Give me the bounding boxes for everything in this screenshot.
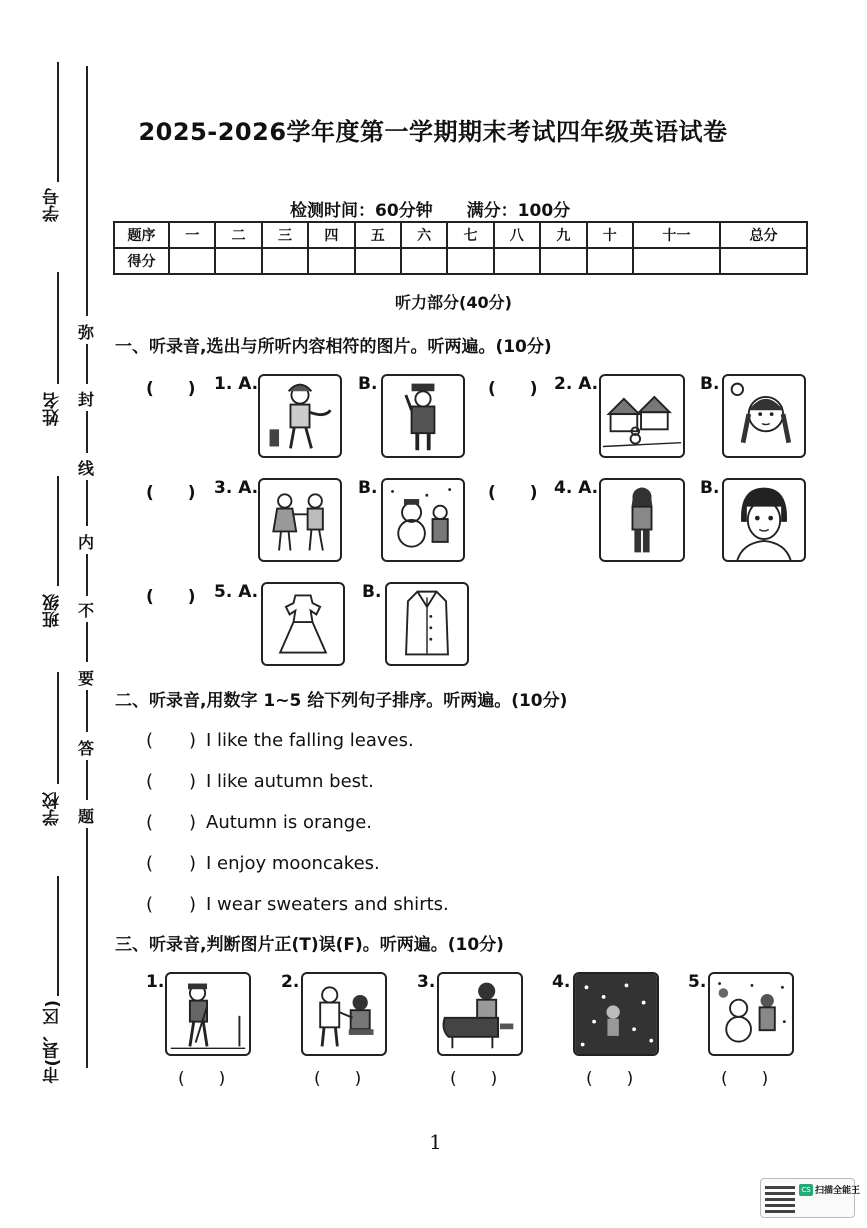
q1-number: 1. A. <box>214 374 259 394</box>
seal-line <box>86 760 88 800</box>
q3-answer-paren[interactable]: ( ) <box>146 483 196 503</box>
score-cell[interactable] <box>355 248 401 274</box>
column-header: 四 <box>308 222 354 248</box>
sentence-text: Autumn is orange. <box>206 812 373 833</box>
school-label: 学校 <box>43 792 63 826</box>
seal-line <box>86 622 88 662</box>
seal-char: 内 <box>78 533 95 552</box>
q2-answer-paren[interactable]: ( ) <box>488 379 538 399</box>
sentence-row <box>146 726 414 752</box>
tf-number: 1. <box>146 972 165 992</box>
column-header: 三 <box>262 222 308 248</box>
police-officer-icon[interactable] <box>381 374 465 458</box>
column-header: 十一 <box>633 222 720 248</box>
column-header: 总分 <box>720 222 807 248</box>
order-answer-paren[interactable]: ( ) <box>146 853 197 874</box>
order-answer-paren[interactable]: ( ) <box>146 894 197 915</box>
girl-portrait-icon[interactable] <box>722 478 806 562</box>
scanner-app-name: 扫描全能王 <box>815 1186 861 1196</box>
q2-number: 2. A. <box>554 374 599 394</box>
q1-answer-paren[interactable]: ( ) <box>146 379 196 399</box>
snowy-forest-icon[interactable] <box>573 972 659 1056</box>
score-cell[interactable] <box>262 248 308 274</box>
sentence-row <box>146 808 372 834</box>
snowman-kid-icon[interactable] <box>381 478 465 562</box>
hot-girl-sun-icon[interactable] <box>722 374 806 458</box>
order-answer-paren[interactable]: ( ) <box>146 812 197 833</box>
q4-answer-paren[interactable]: ( ) <box>488 483 538 503</box>
score-cell[interactable] <box>494 248 540 274</box>
sentence-text: I enjoy mooncakes. <box>206 853 380 874</box>
section2-title: 二、听录音,用数字 1~5 给下列句子排序。听两遍。(10分) <box>115 691 568 711</box>
score-cell[interactable] <box>215 248 261 274</box>
class-label: 班级 <box>43 594 63 628</box>
sentence-text: I wear sweaters and shirts. <box>206 894 449 915</box>
field-line <box>57 876 59 996</box>
option-b-label: B. <box>362 582 382 602</box>
coat-icon[interactable] <box>385 582 469 666</box>
tf-answer-paren[interactable]: ( ) <box>721 1069 769 1089</box>
girl-standing-icon[interactable] <box>599 478 685 562</box>
order-answer-paren[interactable]: ( ) <box>146 730 197 751</box>
student-id-label: 学号 <box>43 188 63 222</box>
seal-char: 封 <box>78 390 95 409</box>
seal-char: 答 <box>78 739 95 758</box>
field-line <box>57 476 59 586</box>
sentence-row <box>146 849 380 875</box>
score-cell[interactable] <box>587 248 633 274</box>
qr-code-icon <box>765 1183 795 1213</box>
seal-char: 不 <box>78 601 95 620</box>
score-table <box>113 221 808 275</box>
tf-answer-paren[interactable]: ( ) <box>314 1069 362 1089</box>
seal-char: 线 <box>78 459 95 478</box>
score-cell[interactable] <box>633 248 720 274</box>
sentence-row <box>146 890 449 916</box>
column-header: 八 <box>494 222 540 248</box>
score-table-header-row <box>114 222 807 248</box>
full-score: 满分：100分 <box>466 201 571 221</box>
q3-number: 3. A. <box>214 478 259 498</box>
city-county-label: 市(县、区) <box>43 1000 63 1084</box>
page-number: 1 <box>429 1130 442 1154</box>
score-cell[interactable] <box>169 248 215 274</box>
boy-sweeping-icon[interactable] <box>165 972 251 1056</box>
option-b-label: B. <box>358 374 378 394</box>
score-table-score-row <box>114 248 807 274</box>
scanner-logo-icon: CS <box>799 1184 813 1196</box>
scanner-badge <box>760 1178 861 1218</box>
option-b-label: B. <box>700 478 720 498</box>
column-header: 五 <box>355 222 401 248</box>
column-header: 九 <box>540 222 586 248</box>
kids-dancing-icon[interactable] <box>258 478 342 562</box>
exam-info <box>290 196 604 221</box>
field-line <box>57 62 59 182</box>
listening-heading: 听力部分(40分) <box>395 293 512 312</box>
order-answer-paren[interactable]: ( ) <box>146 771 197 792</box>
column-header: 一 <box>169 222 215 248</box>
tf-answer-paren[interactable]: ( ) <box>178 1069 226 1089</box>
score-cell[interactable] <box>401 248 447 274</box>
sentence-text: I like the falling leaves. <box>206 730 414 751</box>
q4-number: 4. A. <box>554 478 599 498</box>
q5-answer-paren[interactable]: ( ) <box>146 587 196 607</box>
firefighter-icon[interactable] <box>258 374 342 458</box>
column-header: 二 <box>215 222 261 248</box>
field-line <box>57 672 59 784</box>
score-cell[interactable] <box>720 248 807 274</box>
seal-char: 要 <box>78 669 95 688</box>
column-header: 七 <box>447 222 493 248</box>
column-header: 十 <box>587 222 633 248</box>
row-label: 题序 <box>114 222 169 248</box>
row-label: 得分 <box>114 248 169 274</box>
section3-title: 三、听录音,判断图片正(T)误(F)。听两遍。(10分) <box>115 935 504 955</box>
seal-line <box>86 66 88 316</box>
tf-number: 4. <box>552 972 571 992</box>
score-cell[interactable] <box>308 248 354 274</box>
exam-time: 检测时间：60分钟 <box>290 201 433 221</box>
doctor-patient-icon[interactable] <box>301 972 387 1056</box>
dress-icon[interactable] <box>261 582 345 666</box>
seal-char: 题 <box>78 807 95 826</box>
seal-line <box>86 690 88 732</box>
seal-line <box>86 828 88 1068</box>
sentence-row <box>146 767 374 793</box>
snowman-children-icon[interactable] <box>708 972 794 1056</box>
tf-number: 5. <box>688 972 707 992</box>
option-b-label: B. <box>700 374 720 394</box>
tf-number: 2. <box>281 972 300 992</box>
snowy-house-icon[interactable] <box>599 374 685 458</box>
seal-line <box>86 344 88 384</box>
seal-char: 弥 <box>78 323 95 342</box>
score-cell[interactable] <box>540 248 586 274</box>
seal-line <box>86 411 88 453</box>
score-cell[interactable] <box>447 248 493 274</box>
tf-answer-paren[interactable]: ( ) <box>450 1069 498 1089</box>
piano-player-icon[interactable] <box>437 972 523 1056</box>
seal-line <box>86 480 88 526</box>
section1-title: 一、听录音,选出与所听内容相符的图片。听两遍。(10分) <box>115 337 552 357</box>
tf-answer-paren[interactable]: ( ) <box>586 1069 634 1089</box>
binding-strip <box>0 0 110 1228</box>
column-header: 六 <box>401 222 447 248</box>
field-line <box>57 272 59 384</box>
seal-line <box>86 554 88 596</box>
tf-number: 3. <box>417 972 436 992</box>
exam-title: 2025-2026学年度第一学期期末考试四年级英语试卷 <box>138 118 728 146</box>
name-label: 姓名 <box>43 392 63 426</box>
q5-number: 5. A. <box>214 582 259 602</box>
sentence-text: I like autumn best. <box>206 771 374 792</box>
option-b-label: B. <box>358 478 378 498</box>
